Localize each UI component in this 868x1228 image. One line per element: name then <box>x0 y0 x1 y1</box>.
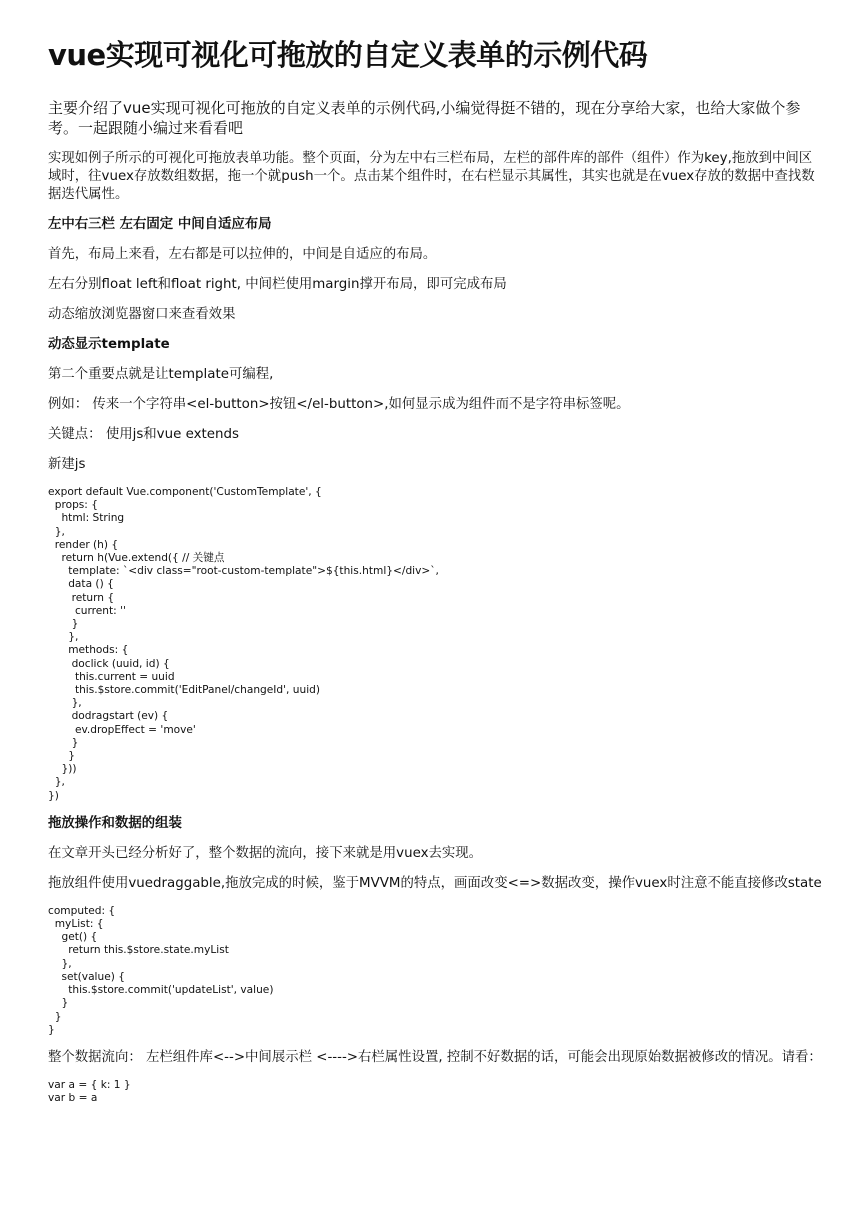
article <box>48 36 824 1117</box>
paragraph-drag-1: 在文章开头已经分析好了，整个数据的流向，接下来就是用vuex去实现。 <box>48 845 483 861</box>
paragraph-template-3: 关键点： 使用js和vue extends <box>48 427 239 442</box>
paragraph-layout-2: 左右分别float left和float right, 中间栏使用margin撑开布局，即可完成布局 <box>48 277 507 292</box>
heading-template: 动态显示template <box>48 337 170 352</box>
heading-drag: 拖放操作和数据的组装 <box>48 815 182 831</box>
heading-layout: 左中右三栏 左右固定 中间自适应布局 <box>48 217 272 232</box>
paragraph-layout-3: 动态缩放浏览器窗口来查看效果 <box>48 307 236 322</box>
code-block-computed: computed: { myList: { get() { return this.$store.state.myList }, set(value) { this.$store.commit('updateList', value) } } } <box>48 904 274 1036</box>
paragraph-template-2: 例如： 传来一个字符串<el-button>按钮</el-button>,如何显示成为组件而不是字符串标签呢。 <box>48 397 630 412</box>
paragraph-template-4: 新建js <box>48 457 86 472</box>
code-block-reference: var a = { k: 1 } var b = a <box>48 1078 131 1105</box>
paragraph-template-1: 第二个重要点就是让template可编程, <box>48 367 274 382</box>
page-title: vue实现可视化可拖放的自定义表单的示例代码 <box>48 38 648 72</box>
paragraph-overview: 实现如例子所示的可视化可拖放表单功能。整个页面，分为左中右三栏布局，左栏的部件库的部件（组件）作为key,拖放到中间区域时，往vuex存放数组数据，拖一个就push一个。点击某个组件时，在右栏显示其属性，其实也就是在vuex存放的数据中查找数据迭代属性。 <box>48 151 815 202</box>
paragraph-layout-1: 首先，布局上来看，左右都是可以拉伸的，中间是自适应的布局。 <box>48 247 437 262</box>
code-block-custom-template: export default Vue.component('CustomTemplate', { props: { html: String }, render (h) { return h(Vue.extend({ // 关键点 template: `<div class="root-custom-template">${this.html}</div>`, data () { return { current: '' } }, methods: { doclick (uuid, id) { this.current = uuid this.$store.commit('EditPanel/changeId', uuid) }, dodragstart (ev) { ev.dropEffect = 'move' } } })) }, }) <box>48 486 439 802</box>
paragraph-drag-2: 拖放组件使用vuedraggable,拖放完成的时候，鉴于MVVM的特点，画面改变<=>数据改变，操作vuex时注意不能直接修改state <box>48 875 822 891</box>
intro-paragraph: 主要介绍了vue实现可视化可拖放的自定义表单的示例代码,小编觉得挺不错的，现在分享给大家，也给大家做个参考。一起跟随小编过来看看吧 <box>48 99 801 137</box>
paragraph-dataflow: 整个数据流向： 左栏组件库<-->中间展示栏 <---->右栏属性设置, 控制不好数据的话，可能会出现原始数据被修改的情况。请看： <box>48 1049 822 1065</box>
